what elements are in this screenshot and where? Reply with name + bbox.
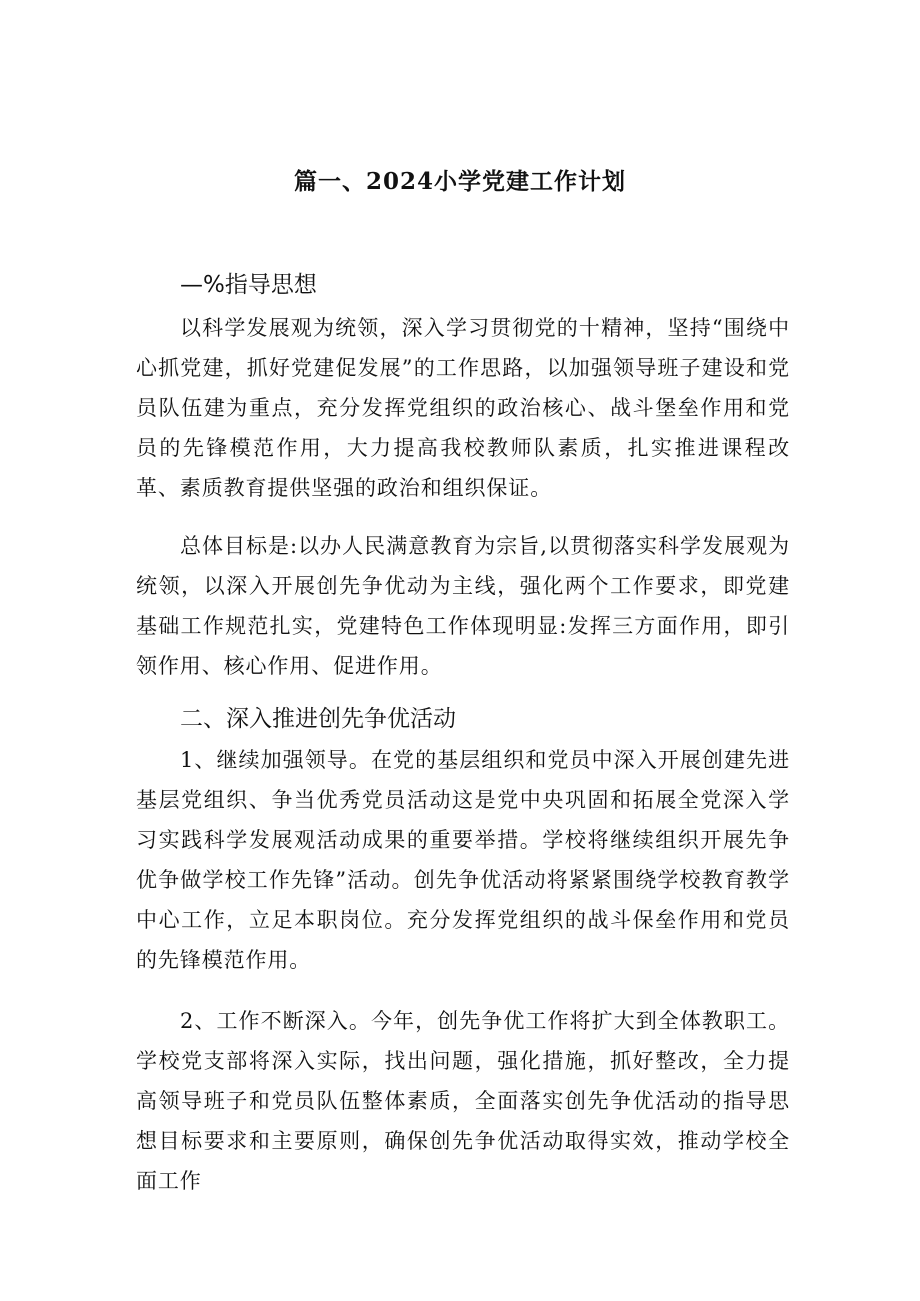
paragraph-strengthen-leadership: 1、继续加强领导。在党的基层组织和党员中深入开展创建先进基层党组织、争当优秀党员活动这是党中央巩固和拓展全党深入学习实践科学发展观活动成果的重要举措。学校将继续组织开展先争优争做学校工作先锋”活动。创先争优活动将紧紧围绕学校教育教学中心工作，立足本职岗位。充分发挥党组织的战斗保垒作用和党员的先锋模范作用。 — [136, 748, 790, 972]
document-title: 篇一、2024小学党建工作计划 — [293, 168, 626, 195]
paragraph-guiding-thought: 以科学发展观为统领，深入学习贯彻党的十精神，坚持“围绕中心抓党建，抓好党建促发展”的工作思路，以加强领导班子建设和党员队伍建为重点，充分发挥党组织的政治核心、战斗堡垒作用和党员的先锋模范作用，大力提高我校教师队素质，扎实推进课程改革、素质教育提供坚强的政治和组织保证。 — [136, 316, 790, 500]
paragraph-deepen-work: 2、工作不断深入。今年，创先争优工作将扩大到全体教职工。学校党支部将深入实际，找出问题，强化措施，抓好整改，全力提高领导班子和党员队伍整体素质，全面落实创先争优活动的指导思想目标要求和主要原则，确保创先争优活动取得实效，推动学校全面工作 — [136, 1009, 790, 1193]
section-heading-guiding-thought: —%指导思想 — [180, 272, 317, 298]
paragraph-overall-goal: 总体目标是:以办人民满意教育为宗旨,以贯彻落实科学发展观为统领，以深入开展创先争优动为主线，强化两个工作要求，即党建基础工作规范扎实，党建特色工作体现明显:发挥三方面作用，即引领作用、核心作用、促进作用。 — [136, 534, 790, 678]
section-heading-excellence-campaign: 二、深入推进创先争优活动 — [180, 706, 456, 732]
